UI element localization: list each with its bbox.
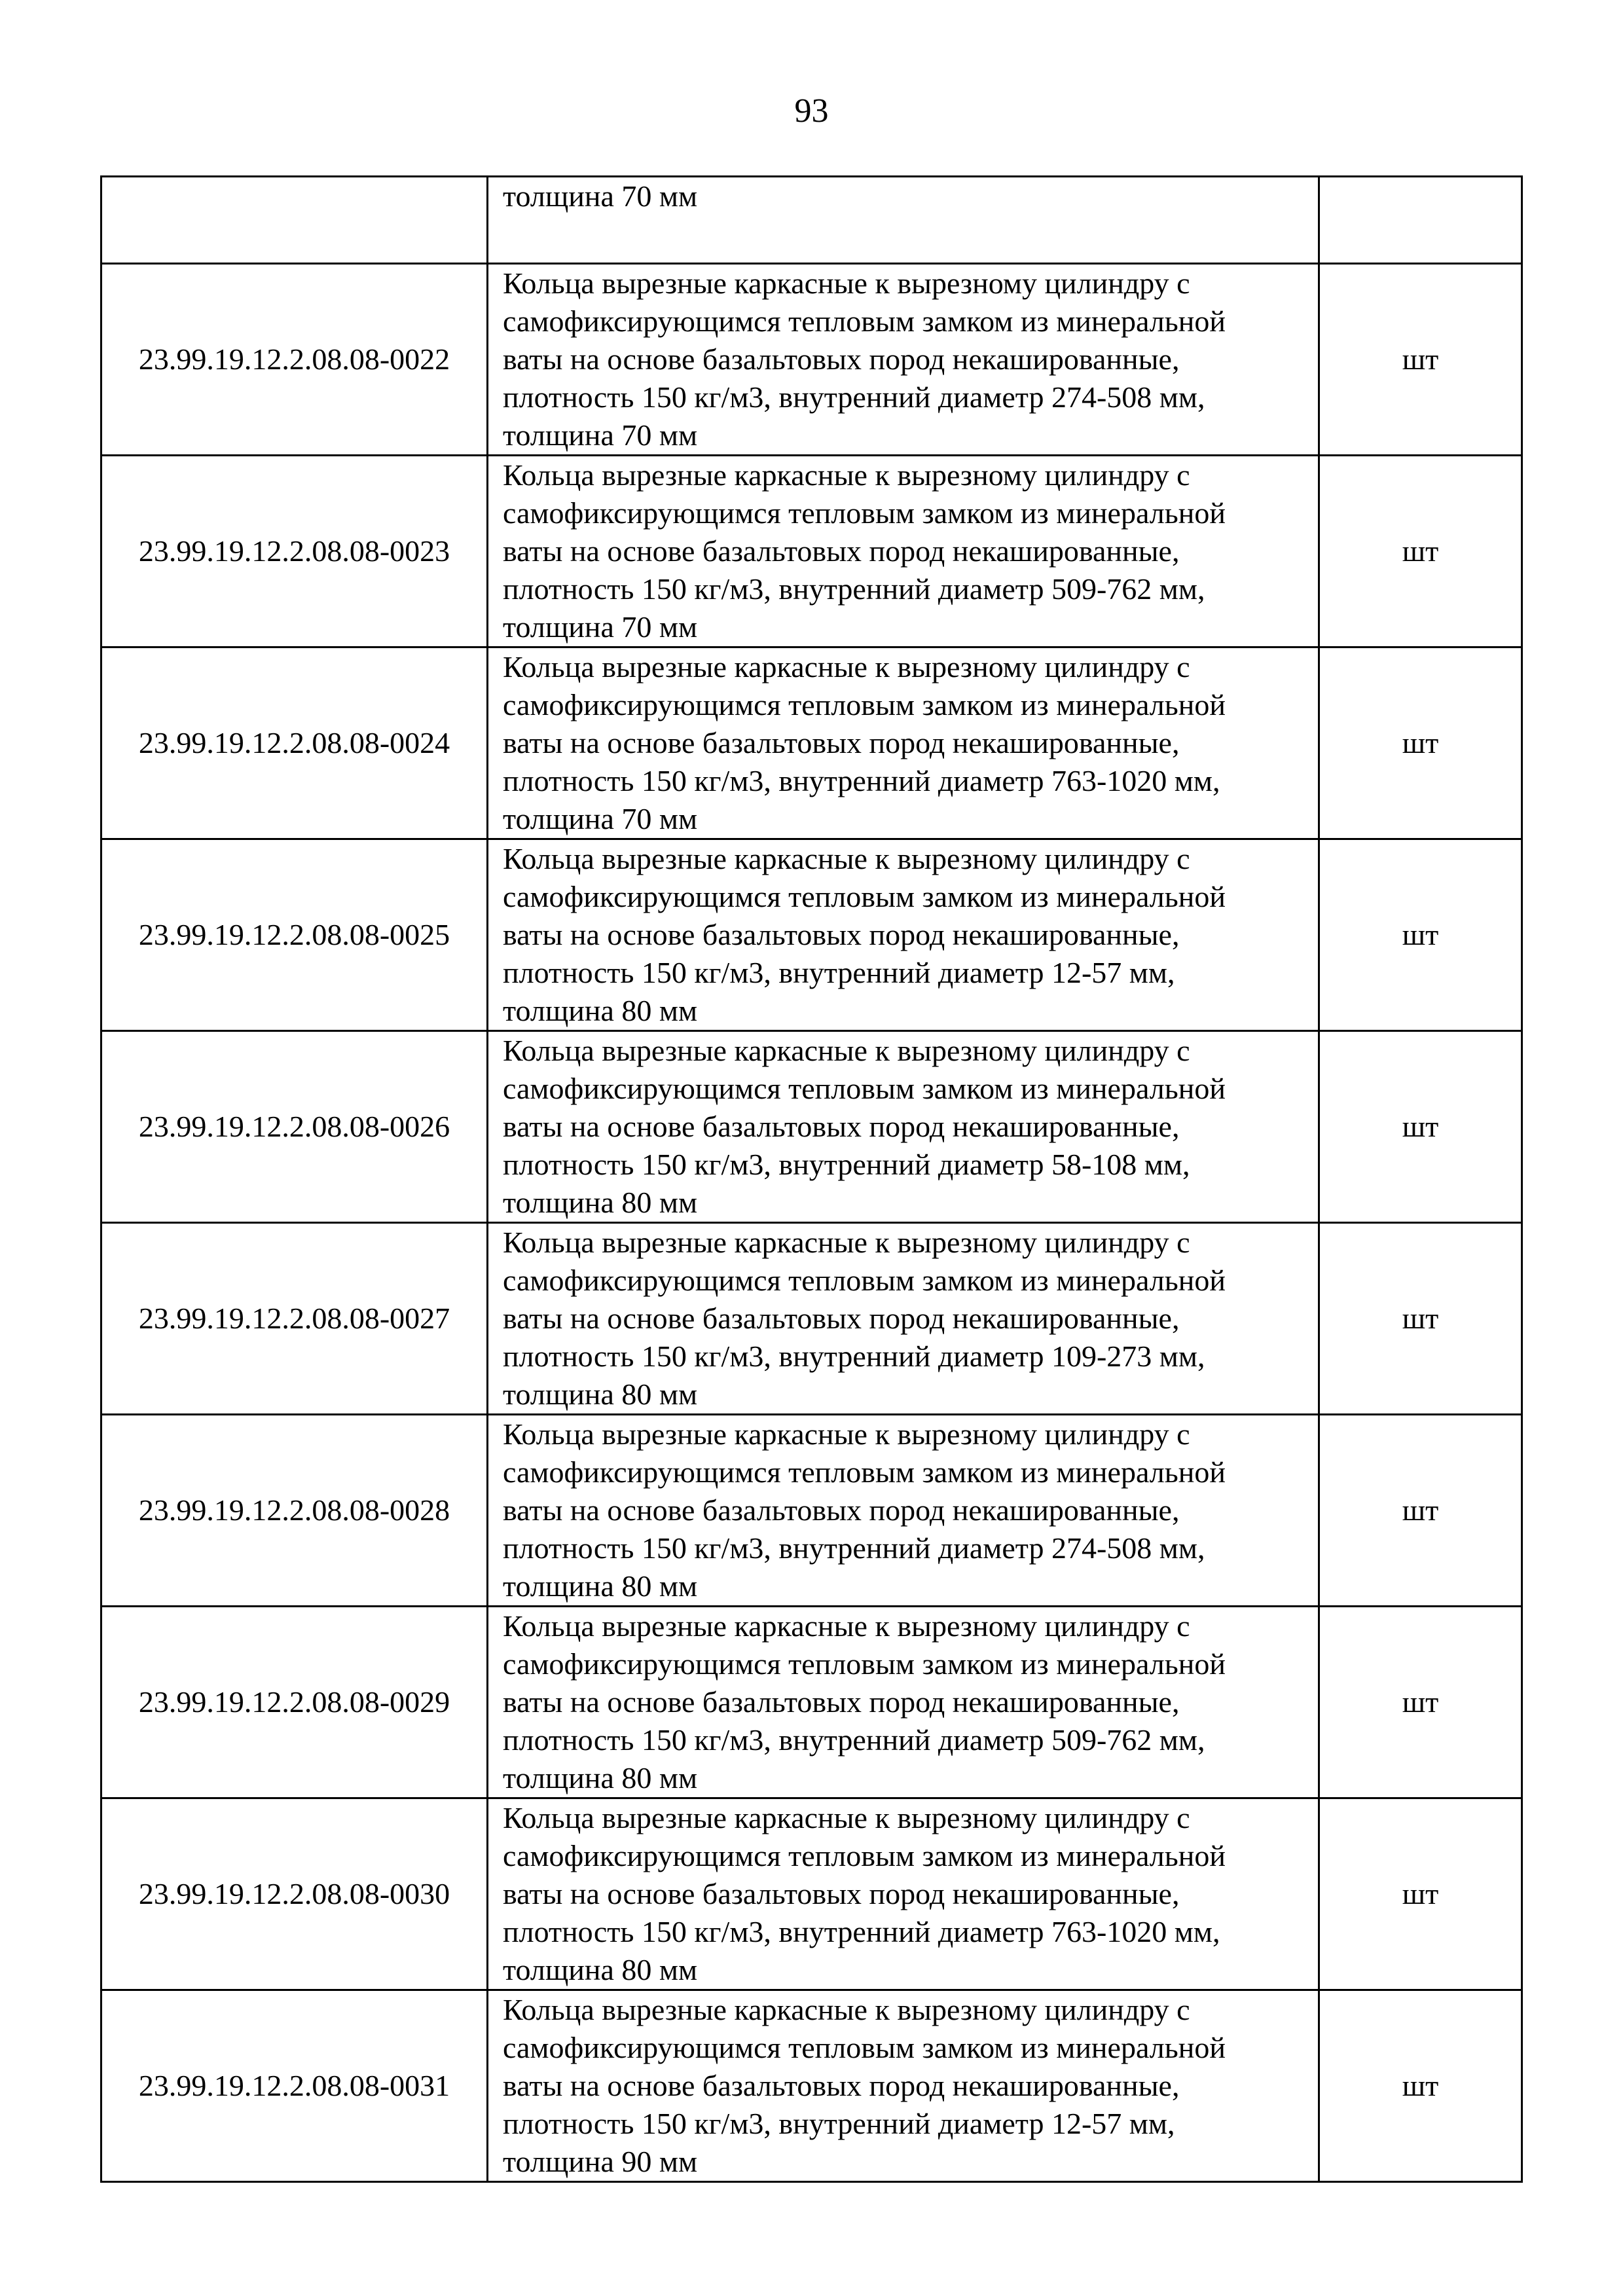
description-line: самофиксирующимся тепловым замком из минеральной (503, 1072, 1226, 1105)
description-line: самофиксирующимся тепловым замком из минеральной (503, 1647, 1226, 1681)
resource-code: 23.99.19.12.2.08.08-0022 (101, 264, 488, 456)
description-line: плотность 150 кг/м3, внутренний диаметр 58-108 мм, (503, 1148, 1190, 1181)
description-line: самофиксирующимся тепловым замком из минеральной (503, 496, 1226, 530)
table-row (101, 456, 1522, 647)
description-line: Кольца вырезные каркасные к вырезному цилиндру с (503, 458, 1190, 492)
unit-of-measure: шт (1319, 1223, 1522, 1415)
unit-of-measure: шт (1319, 456, 1522, 647)
unit-of-measure: шт (1319, 1798, 1522, 1990)
description-line: Кольца вырезные каркасные к вырезному цилиндру с (503, 1417, 1190, 1451)
description-line: самофиксирующимся тепловым замком из минеральной (503, 2031, 1226, 2064)
table-row (101, 1031, 1522, 1223)
description-line: плотность 150 кг/м3, внутренний диаметр 12-57 мм, (503, 2107, 1175, 2140)
description-line: самофиксирующимся тепловым замком из минеральной (503, 1839, 1226, 1872)
description-line: самофиксирующимся тепловым замком из минеральной (503, 1455, 1226, 1489)
description-line: ваты на основе базальтовых пород некашированные, (503, 1685, 1180, 1719)
table-row (101, 1415, 1522, 1607)
description-line: толщина 80 мм (503, 1953, 698, 1986)
description-line: толщина 80 мм (503, 1761, 698, 1795)
description-line: ваты на основе базальтовых пород некашированные, (503, 1302, 1180, 1335)
unit-of-measure: шт (1319, 264, 1522, 456)
table-row (101, 1798, 1522, 1990)
description-line: толщина 70 мм (503, 610, 698, 644)
description-line: плотность 150 кг/м3, внутренний диаметр 509-762 мм, (503, 1723, 1205, 1757)
resource-code: 23.99.19.12.2.08.08-0030 (101, 1798, 488, 1990)
table-row (101, 1607, 1522, 1798)
resource-description (488, 1990, 1319, 2182)
description-line: ваты на основе базальтовых пород некашированные, (503, 2069, 1180, 2102)
resource-code: 23.99.19.12.2.08.08-0028 (101, 1415, 488, 1607)
resource-code: 23.99.19.12.2.08.08-0027 (101, 1223, 488, 1415)
resource-description (488, 647, 1319, 839)
description-line: плотность 150 кг/м3, внутренний диаметр 274-508 мм, (503, 1531, 1205, 1565)
description-line: Кольца вырезные каркасные к вырезному цилиндру с (503, 1226, 1190, 1259)
resource-description (488, 1607, 1319, 1798)
description-line: самофиксирующимся тепловым замком из минеральной (503, 880, 1226, 913)
description-line: плотность 150 кг/м3, внутренний диаметр 763-1020 мм, (503, 764, 1220, 797)
unit-of-measure: шт (1319, 1607, 1522, 1798)
page-number: 93 (794, 92, 829, 130)
table-row (101, 839, 1522, 1031)
description-line: ваты на основе базальтовых пород некашированные, (503, 918, 1180, 951)
resource-code: 23.99.19.12.2.08.08-0029 (101, 1607, 488, 1798)
description-line: самофиксирующимся тепловым замком из минеральной (503, 688, 1226, 721)
description-line: толщина 70 мм (503, 802, 698, 835)
resource-description (488, 264, 1319, 456)
resource-description (488, 1415, 1319, 1607)
table-row (101, 1223, 1522, 1415)
description-line: плотность 150 кг/м3, внутренний диаметр 12-57 мм, (503, 956, 1175, 989)
resource-code (101, 177, 488, 264)
description-line: самофиксирующимся тепловым замком из минеральной (503, 304, 1226, 338)
description-line: плотность 150 кг/м3, внутренний диаметр 274-508 мм, (503, 380, 1205, 414)
description-line: ваты на основе базальтовых пород некашированные, (503, 1493, 1180, 1527)
description-line: Кольца вырезные каркасные к вырезному цилиндру с (503, 842, 1190, 875)
description-line: ваты на основе базальтовых пород некашированные, (503, 1877, 1180, 1910)
unit-of-measure: шт (1319, 1031, 1522, 1223)
table-row (101, 1990, 1522, 2182)
description-line: плотность 150 кг/м3, внутренний диаметр 763-1020 мм, (503, 1915, 1220, 1948)
resource-table (100, 175, 1523, 2183)
resource-description (488, 456, 1319, 647)
description-line: самофиксирующимся тепловым замком из минеральной (503, 1264, 1226, 1297)
description-line: плотность 150 кг/м3, внутренний диаметр 509-762 мм, (503, 572, 1205, 606)
description-line: Кольца вырезные каркасные к вырезному цилиндру с (503, 1609, 1190, 1643)
unit-of-measure: шт (1319, 1990, 1522, 2182)
unit-of-measure (1319, 177, 1522, 264)
resource-description (488, 839, 1319, 1031)
resource-code: 23.99.19.12.2.08.08-0023 (101, 456, 488, 647)
table-body (101, 177, 1522, 2182)
table-row (101, 177, 1522, 264)
unit-of-measure: шт (1319, 839, 1522, 1031)
description-line: Кольца вырезные каркасные к вырезному цилиндру с (503, 1801, 1190, 1834)
description-line: толщина 80 мм (503, 1569, 698, 1603)
description-line: ваты на основе базальтовых пород некашированные, (503, 342, 1180, 376)
description-line: толщина 80 мм (503, 1186, 698, 1219)
description-line: плотность 150 кг/м3, внутренний диаметр 109-273 мм, (503, 1339, 1205, 1373)
resource-description (488, 1798, 1319, 1990)
resource-code: 23.99.19.12.2.08.08-0024 (101, 647, 488, 839)
description-line: ваты на основе базальтовых пород некашированные, (503, 1110, 1180, 1143)
description-line: толщина 70 мм (503, 418, 698, 452)
unit-of-measure: шт (1319, 647, 1522, 839)
table-row (101, 264, 1522, 456)
table-row (101, 647, 1522, 839)
description-line: Кольца вырезные каркасные к вырезному цилиндру с (503, 1034, 1190, 1067)
description-line: толщина 90 мм (503, 2145, 698, 2178)
resource-code: 23.99.19.12.2.08.08-0025 (101, 839, 488, 1031)
resource-description (488, 1031, 1319, 1223)
description-line: толщина 80 мм (503, 994, 698, 1027)
description-line: Кольца вырезные каркасные к вырезному цилиндру с (503, 650, 1190, 683)
description-line: толщина 80 мм (503, 1377, 698, 1411)
resource-code: 23.99.19.12.2.08.08-0031 (101, 1990, 488, 2182)
description-line: ваты на основе базальтовых пород некашированные, (503, 534, 1180, 568)
resource-description (488, 1223, 1319, 1415)
resource-description (488, 177, 1319, 264)
resource-code: 23.99.19.12.2.08.08-0026 (101, 1031, 488, 1223)
description-line: ваты на основе базальтовых пород некашированные, (503, 726, 1180, 759)
description-line: толщина 70 мм (503, 179, 698, 213)
unit-of-measure: шт (1319, 1415, 1522, 1607)
description-line: Кольца вырезные каркасные к вырезному цилиндру с (503, 1993, 1190, 2026)
description-line: Кольца вырезные каркасные к вырезному цилиндру с (503, 266, 1190, 300)
